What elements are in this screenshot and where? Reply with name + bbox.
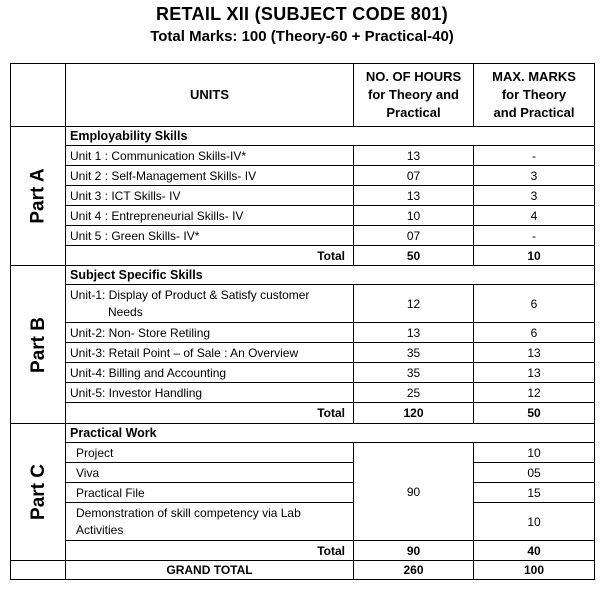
total-marks: 10 xyxy=(474,246,595,266)
unit-cell: Unit-2: Non- Store Retiling xyxy=(66,323,354,343)
table-row xyxy=(11,285,595,323)
total-marks: 50 xyxy=(474,403,595,424)
hours-cell: 12 xyxy=(354,285,474,323)
unit-cell: Unit-4: Billing and Accounting xyxy=(66,363,354,383)
table-row xyxy=(11,323,595,343)
hours-cell: 13 xyxy=(354,323,474,343)
hours-cell: 07 xyxy=(354,166,474,186)
table-row xyxy=(11,206,595,226)
merged-hours-cell: 90 xyxy=(354,443,474,541)
total-hours: 50 xyxy=(354,246,474,266)
marks-table xyxy=(10,63,595,580)
marks-cell: - xyxy=(474,146,595,166)
total-row xyxy=(11,246,595,266)
unit-cell: Unit-3: Retail Point – of Sale : An Overview xyxy=(66,343,354,363)
table-row xyxy=(11,503,595,541)
marks-cell: 13 xyxy=(474,363,595,383)
hours-cell: 13 xyxy=(354,146,474,166)
table-row xyxy=(11,463,595,483)
unit-cell: Unit 1 : Communication Skills-IV* xyxy=(66,146,354,166)
unit-line: Needs xyxy=(108,304,143,319)
header-hours xyxy=(354,64,474,127)
header-marks-line: and Practical xyxy=(493,105,575,120)
table-row xyxy=(11,483,595,503)
grand-total-blank-cell xyxy=(11,561,66,580)
total-hours: 90 xyxy=(354,541,474,561)
total-marks: 40 xyxy=(474,541,595,561)
table-row xyxy=(11,166,595,186)
marks-cell: 12 xyxy=(474,383,595,403)
header-units: UNITS xyxy=(66,64,354,127)
unit-cell: Unit 4 : Entrepreneurial Skills- IV xyxy=(66,206,354,226)
unit-line: Demonstration of skill competency via Lab xyxy=(76,505,301,520)
header-marks xyxy=(474,64,595,127)
hours-cell: 13 xyxy=(354,186,474,206)
page-title: RETAIL XII (SUBJECT CODE 801) xyxy=(155,4,449,24)
grand-total-label: GRAND TOTAL xyxy=(66,561,354,580)
marks-cell: - xyxy=(474,226,595,246)
page-subtitle: Total Marks: 100 (Theory-60 + Practical-40) xyxy=(150,28,454,45)
total-row xyxy=(11,541,595,561)
part-a-label: Part A xyxy=(11,127,66,266)
section-row xyxy=(11,424,595,443)
section-title: Subject Specific Skills xyxy=(66,266,595,285)
part-b-label: Part B xyxy=(11,266,66,424)
section-title: Employability Skills xyxy=(66,127,595,146)
grand-total-hours: 260 xyxy=(354,561,474,580)
section-row xyxy=(11,127,595,146)
total-label: Total xyxy=(66,541,354,561)
header-marks-line: MAX. MARKS xyxy=(492,69,576,84)
marks-cell: 13 xyxy=(474,343,595,363)
unit-cell xyxy=(66,285,354,323)
marks-cell: 6 xyxy=(474,285,595,323)
total-row xyxy=(11,403,595,424)
unit-line: Unit-1: Display of Product & Satisfy customer xyxy=(70,287,310,302)
table-row xyxy=(11,146,595,166)
table-row xyxy=(11,343,595,363)
table-row xyxy=(11,443,595,463)
header-marks-line: for Theory xyxy=(501,87,567,102)
grand-total-row xyxy=(11,561,595,580)
marks-cell: 05 xyxy=(474,463,595,483)
unit-cell: Unit-5: Investor Handling xyxy=(66,383,354,403)
unit-cell: Unit 5 : Green Skills- IV* xyxy=(66,226,354,246)
unit-cell xyxy=(66,503,354,541)
marks-cell: 10 xyxy=(474,503,595,541)
table-row xyxy=(11,186,595,206)
hours-cell: 07 xyxy=(354,226,474,246)
unit-cell: Viva xyxy=(66,463,354,483)
section-title: Practical Work xyxy=(66,424,595,443)
part-c-label: Part C xyxy=(11,424,66,561)
unit-cell: Project xyxy=(66,443,354,463)
unit-cell: Practical File xyxy=(66,483,354,503)
hours-cell: 35 xyxy=(354,363,474,383)
header-blank-cell xyxy=(11,64,66,127)
total-hours: 120 xyxy=(354,403,474,424)
marks-cell: 3 xyxy=(474,166,595,186)
marks-cell: 4 xyxy=(474,206,595,226)
unit-line: Activities xyxy=(76,522,124,537)
total-label: Total xyxy=(66,403,354,424)
unit-cell: Unit 3 : ICT Skills- IV xyxy=(66,186,354,206)
grand-total-marks: 100 xyxy=(474,561,595,580)
marks-cell: 3 xyxy=(474,186,595,206)
header-hours-line: NO. OF HOURS xyxy=(365,69,462,84)
marks-cell: 6 xyxy=(474,323,595,343)
table-row xyxy=(11,226,595,246)
header-hours-line: Practical xyxy=(386,105,441,120)
unit-cell: Unit 2 : Self-Management Skills- IV xyxy=(66,166,354,186)
table-header-row xyxy=(11,64,595,127)
header-hours-line: for Theory and xyxy=(367,87,459,102)
hours-cell: 35 xyxy=(354,343,474,363)
total-label: Total xyxy=(66,246,354,266)
hours-cell: 10 xyxy=(354,206,474,226)
marks-cell: 10 xyxy=(474,443,595,463)
table-row xyxy=(11,363,595,383)
marks-cell: 15 xyxy=(474,483,595,503)
table-row xyxy=(11,383,595,403)
hours-cell: 25 xyxy=(354,383,474,403)
section-row xyxy=(11,266,595,285)
